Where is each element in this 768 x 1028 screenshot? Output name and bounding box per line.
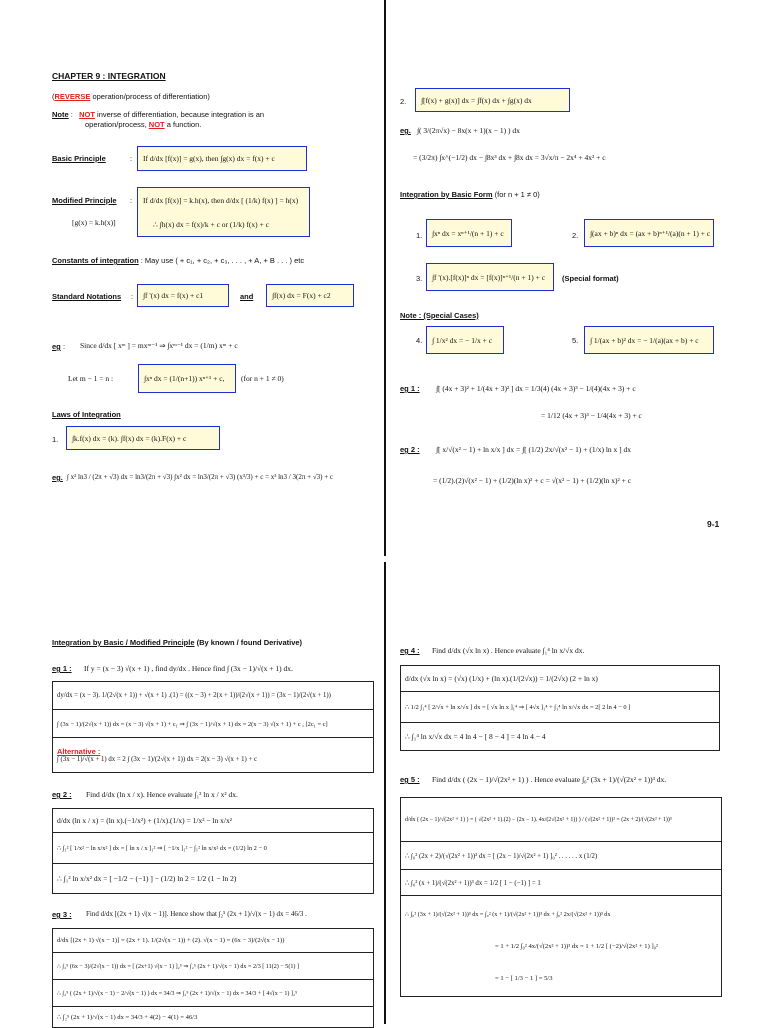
standard-notation-box-1: ∫f '(x) dx = f(x) + c1 [137,284,229,307]
p1-eg1-line-1: ∫[ (4x + 3)² + 1/(4x + 3)² ] dx = 1/3(4) (4x + 3)³ − 1/(4)(4x + 3) + c [436,384,636,393]
law2-eg-label: eg. [400,126,411,135]
chapter-title: CHAPTER 9 : INTEGRATION [52,71,166,81]
power-rule-box: ∫xⁿ dx = (1/(n+1)) xⁿ⁺¹ + c, [138,364,236,393]
law1-number: 1. [52,435,59,444]
law1-eg-label: eg. [52,473,63,482]
p1-eg2-line-1: ∫[ x/√(x² − 1) + ln x/x ] dx = ∫[ (1/2) 2x/√(x² − 1) + (1/x) ln x ] dx [436,445,632,454]
modified-note: [g(x) = k.h(x)] [72,218,116,227]
modified-formula-1: If d/dx [f(x)] = k.h(x), then d/dx [ (1/k) f(x) ] = h(x) [143,195,299,205]
reverse-rest: operation/process of differentiation) [90,92,210,101]
law2-number: 2. [400,97,407,106]
basic-form-2-box: ∫(ax + b)ⁿ dx = (ax + b)ⁿ⁺¹/(a)(n + 1) + c [584,219,714,247]
bf3-note: (Special format) [562,274,619,283]
p1-eg2-label: eg 2 : [400,445,420,454]
p2-eg3-prompt: Find d/dx [(2x + 1) √(x − 1)]. Hence show that ∫₂⁵ (2x + 1)/√(x − 1) dx = 46/3 . [86,910,307,918]
p2-eg2-table [52,808,374,894]
basic-principle-formula: If d/dx [f(x)] = g(x), then ∫g(x) dx = f(x) + c [143,154,275,163]
p1-eg2-line-2: = (1/2).(2)√(x² − 1) + (1/2)(ln x)² + c = √(x² − 1) + (1/2)(ln x)² + c [433,476,632,485]
p2-eg5-row: ∴ ∫₀² (x + 1)/(√(2x² + 1))³ dx = 1/2 [ 1 − (−1) ] = 1 [401,870,721,896]
note-label: Note [52,110,69,119]
basic-form-heading: Integration by Basic Form (for n + 1 ≠ 0) [400,190,540,199]
law2-box: ∫[f(x) + g(x)] dx = ∫f(x) dx + ∫g(x) dx [415,88,570,112]
p2-eg1-row: ∫ (3x − 1)/(2√(x + 1)) dx = (x − 3) √(x + 1) + c₁ ⇒ ∫ (3x − 1)/√(x + 1) dx = 2(x − 3) √(x + 1) + c , [2c₁ = c] [53,710,373,738]
note-line1-rest: inverse of differentiation, because integration is an [94,110,265,119]
constants-line [52,256,304,265]
p2-eg1-row: dy/dx = (x − 3). 1/(2√(x + 1)) + √(x + 1) .(1) = ((x − 3) + 2(x + 1))/(2√(x + 1)) = (3x − 1)/(2√(x + 1)) [53,682,373,710]
alternative-label: Alternative : [57,746,101,756]
p2-eg4-table [400,665,720,751]
laws-label: Laws of Integration [52,410,121,419]
modified-formula-2: ∴ ∫h(x) dx = f(x)/k + c or (1/k) f(x) + c [153,219,269,229]
note-block: Note : NOT inverse of differentiation, because integration is an [52,110,265,119]
special-case-4-box: ∫ 1/x² dx = − 1/x + c [426,326,504,354]
p2-eg2-row: ∴ ∫₁² ln x/x² dx = [ −1/2 − (−1) ] − (1/2) ln 2 = 1/2 (1 − ln 2) [57,874,237,883]
sc4-number: 4. [416,336,423,345]
special-cases-label: Note : (Special Cases) [400,311,479,320]
p2-eg3-table [52,928,374,1028]
law2-eg-1: ∫( 3/(2π√x) − 8x(x + 1)(x − 1) ) dx [417,126,520,135]
p2-eg4-row: ∴ ∫₁⁴ ln x/√x dx = 4 ln 4 − [ 8 − 4 ] = 4 ln 4 − 4 [405,732,546,741]
eg-let: Let m − 1 = n : [68,374,114,383]
law1-box: ∫k.f(x) dx = (k). ∫f(x) dx = (k).F(x) + c [66,426,220,450]
p2-eg5-table [400,797,722,997]
p2-eg3-row: ∴ ∫₂⁵ ( (2x + 1)/√(x − 1) − 2/√(x − 1) ) dx = 34/3 ⇒ ∫₂⁵ (2x + 1)/√(x − 1) dx = 34/3 + [ 4√(x − 1) ]₂⁵ [53,980,373,1007]
p2-eg3-row: ∴ ∫₂⁵ (6x − 3)/(2√(x − 1)) dx = [ (2x+1) √(x − 1) ]₂⁵ ⇒ ∫₂⁵ (2x + 1)/√(x − 1) dx = 2/3 [ 11(2) − 5(1) ] [53,953,373,980]
modified-principle-label: Modified Principle [52,196,117,205]
reverse-word: REVERSE [54,92,91,101]
p1-eg1-line-2: = 1/12 (4x + 3)³ − 1/4(4x + 3) + c [541,411,642,420]
standard-notations-label: Standard Notations [52,292,122,301]
basic-form-1-box: ∫xⁿ dx = xⁿ⁺¹/(n + 1) + c [426,219,512,247]
eg-since: Since d/dx [ xᵐ ] = mxᵐ⁻¹ ⇒ ∫xᵐ⁻¹ dx = (1/m) xᵐ + c [80,341,238,350]
page-center-divider-bottom [384,562,386,1024]
page-number: 9-1 [707,519,720,529]
p2-eg4-row: ∴ 1/2 ∫₁⁴ [ 2/√x + ln x/√x ] dx = [ √x ln x ]₁⁴ ⇒ [ 4√x ]₁⁴ + ∫₁⁴ ln x/√x dx = 2[ 2 ln 4 − 0 ] [401,692,719,723]
basic-principle-box [137,146,307,171]
p2-eg3-row: ∴ ∫₂⁵ (2x + 1)/√(x − 1) dx = 34/3 + 4(2) − 4(1) = 46/3 [57,1014,198,1021]
p2-eg2-row: d/dx (ln x / x) = (ln x).(−1/x²) + (1/x).(1/x) = 1/x² − ln x/x² [53,809,373,833]
p2-heading: Integration by Basic / Modified Principle (By known / found Derivative) [52,638,303,647]
reverse-note: (REVERSE operation/process of differentiation) [52,92,210,101]
p2-eg1-row: Alternative : ∫ (3x − 1)/√(x + 1) dx = 2 ∫ (3x − 1)/(2√(x + 1)) dx = 2(x − 3) √(x + 1) + c [57,746,258,763]
bf3-number: 3. [416,274,423,283]
p2-eg5-prompt: Find d/dx ( (2x − 1)/√(2x² + 1) ) . Hence evaluate ∫₀² (3x + 1)/(√(2x² + 1))³ dx. [432,775,667,784]
basic-form-3-box: ∫f '(x).[f(x)]ⁿ dx = [f(x)]ⁿ⁺¹/(n + 1) + c [426,263,554,291]
law1-eg: ∫ x² ln3 / (2π + √3) dx = ln3/(2π + √3) ∫x² dx = ln3/(2π + √3) (x³/3) + c = x³ ln3 / 3(2π + √3) + c [67,473,334,481]
p2-eg1-table [52,681,374,773]
p2-eg2-row: ∴ ∫₁² [ 1/x² − ln x/x² ] dx = [ ln x / x ]₁² ⇒ [ −1/x ]₁² − ∫₁² ln x/x² dx = (1/2) ln 2 − 0 [53,833,373,864]
p2-eg5-label: eg 5 : [400,775,420,784]
p2-eg1-label: eg 1 : [52,664,72,673]
sc5-number: 5. [572,336,579,345]
constants-label: Constants of integration [52,256,139,265]
note-not-2: NOT [148,120,165,129]
standard-and: and [240,292,254,301]
special-case-5-box: ∫ 1/(ax + b)² dx = − 1/(a)(ax + b) + c [584,326,714,354]
constants-text: : May use ( + c₁, + c₂, + c₃, . . . , + A, + B . . . ) etc [138,256,305,265]
p2-eg2-prompt: Find d/dx (ln x / x). Hence evaluate ∫₁² ln x / x² dx. [86,790,238,799]
p2-eg5-row: d/dx ( (2x − 1)/√(2x² + 1) ) = ( √(2x² + 1).(2) − (2x − 1). 4x/(2√(2x² + 1)) ) / (√(2x² + 1))² = (2x + 2)/(√(2x² + 1))³ [401,798,721,842]
p2-eg4-prompt: Find d/dx (√x ln x) . Hence evaluate ∫₁⁴ ln x/√x dx. [432,646,585,655]
p2-eg1-prompt: If y = (x − 3) √(x + 1) , find dy/dx . Hence find ∫ (3x − 1)/√(x + 1) dx. [84,664,293,673]
note-line-2: operation/process, NOT a function. [85,120,202,129]
bf2-number: 2. [572,231,579,240]
p2-eg2-label: eg 2 : [52,790,72,799]
p2-eg5-row: ∴ ∫₀² (3x + 1)/(√(2x² + 1))³ dx = ∫₀² (x + 1)/(√(2x² + 1))³ dx + ∫₀² 2x/(√(2x² + 1))³ dx = 1 + 1/2 ∫₀² 4x/(√(2x² + 1))³ dx = 1 + 1/2 [ (−2)/√(2x² + 1) ]₀² = 1 − [ 1/3 − 1 ] = 5/3 [405,910,658,982]
law2-eg-2: = (3/2π) ∫x^(−1/2) dx − ∫8x³ dx + ∫8x dx = 3√x/π − 2x⁴ + 4x² + c [413,153,606,162]
page-center-divider-top [384,0,386,556]
basic-principle-label: Basic Principle [52,154,106,163]
bf1-number: 1. [416,231,423,240]
p2-eg3-label: eg 3 : [52,910,72,919]
power-rule-condition: (for n + 1 ≠ 0) [241,374,284,383]
p2-eg5-row: ∴ ∫₀² (2x + 2)/(√(2x² + 1))³ dx = [ (2x − 1)/√(2x² + 1) ]₀² . . . . . . x (1/2) [401,842,721,870]
note-not-1: NOT [79,110,95,119]
p1-eg1-label: eg 1 : [400,384,420,393]
p2-eg3-row: d/dx [(2x + 1) √(x − 1)] = (2x + 1). 1/(2√(x − 1)) + (2). √(x − 1) = (6x − 3)/(2√(x − 1)) [53,929,373,953]
eg-label: eg [52,342,61,351]
p2-eg4-label: eg 4 : [400,646,420,655]
standard-notation-box-2: ∫f(x) dx = F(x) + c2 [266,284,354,307]
p2-eg4-row: d/dx (√x ln x) = (√x) (1/x) + (ln x).(1/(2√x)) = 1/(2√x) (2 + ln x) [401,666,719,692]
modified-principle-box [137,187,310,237]
